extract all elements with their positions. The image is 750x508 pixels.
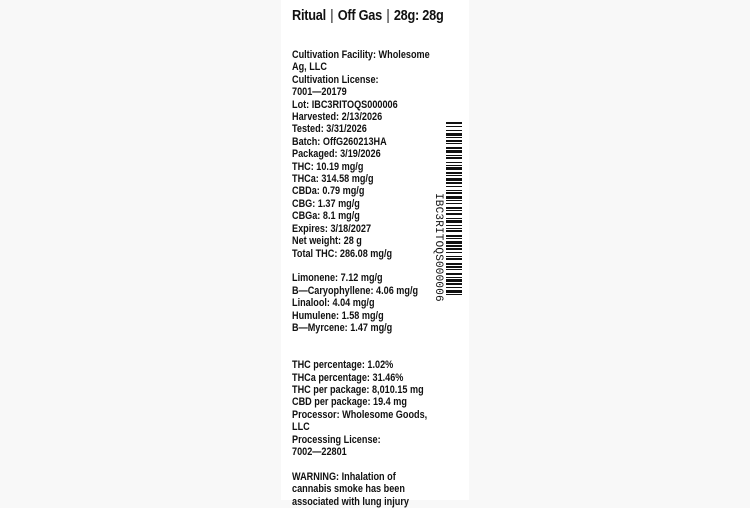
terpene-myrcene: B—Myrcene: 1.47 mg/g: [292, 321, 393, 334]
terpene-limonene: Limonene: 7.12 mg/g: [292, 272, 383, 285]
harvested-date: Harvested: 2/13/2026: [292, 111, 383, 124]
processor-cont: LLC: [292, 421, 310, 434]
cultivation-license-value: 7001—20179: [292, 86, 347, 99]
lot-number: Lot: IBC3RITOQS000006: [292, 98, 398, 111]
thc-value: THC: 10.19 mg/g: [292, 160, 364, 173]
thc-per-package: THC per package: 8,010.15 mg: [292, 383, 424, 396]
cultivation-facility: Cultivation Facility: Wholesome: [292, 49, 430, 61]
brand-name: Ritual: [292, 8, 326, 24]
spacer: [292, 260, 438, 272]
thca-value: THCa: 314.58 mg/g: [292, 173, 374, 186]
warning-text: WARNING: Inhalation of: [292, 470, 396, 483]
processing-license-label: Processing License:: [292, 433, 381, 446]
product-label: [281, 0, 469, 508]
expires-date: Expires: 3/18/2027: [292, 222, 372, 235]
terpene-humulene: Humulene: 1.58 mg/g: [292, 309, 384, 322]
processing-license-value: 7002—22801: [292, 445, 347, 458]
spacer: [292, 458, 438, 470]
net-weight: Net weight: 28 g: [292, 235, 362, 248]
packaged-date: Packaged: 3/19/2026: [292, 148, 381, 161]
batch-id: Batch: OffG260213HA: [292, 135, 387, 148]
warning-text-cont: cannabis smoke has been: [292, 483, 405, 496]
label-details: [292, 49, 438, 508]
total-thc: Total THC: 286.08 mg/g: [292, 247, 393, 260]
cbga-value: CBGa: 8.1 mg/g: [292, 210, 360, 223]
tested-date: Tested: 3/31/2026: [292, 123, 367, 136]
cbd-per-package: CBD per package: 19.4 mg: [292, 396, 407, 409]
thca-percentage: THCa percentage: 31.46%: [292, 371, 404, 384]
terpene-linalool: Linalool: 4.04 mg/g: [292, 297, 375, 310]
strain-name: Off Gas: [337, 8, 382, 24]
label-title: [292, 8, 443, 24]
thc-percentage: THC percentage: 1.02%: [292, 359, 394, 372]
barcode-bar: [446, 295, 462, 297]
cultivation-license-label: Cultivation License:: [292, 73, 379, 86]
warning-text-cont: associated with lung injury: [292, 495, 409, 508]
title-separator: |: [330, 8, 334, 24]
barcode: [446, 122, 462, 385]
package-size: 28g: 28g: [393, 8, 444, 24]
cbg-value: CBG: 1.37 mg/g: [292, 197, 360, 210]
cultivation-facility-cont: Ag, LLC: [292, 61, 327, 74]
title-separator: |: [386, 8, 390, 24]
spacer: [292, 334, 438, 359]
barcode-caption: IBC3RITOQS000006: [432, 193, 444, 302]
cbda-value: CBDa: 0.79 mg/g: [292, 185, 365, 198]
processor: Processor: Wholesome Goods,: [292, 408, 428, 421]
terpene-caryophyllene: B—Caryophyllene: 4.06 mg/g: [292, 284, 419, 297]
